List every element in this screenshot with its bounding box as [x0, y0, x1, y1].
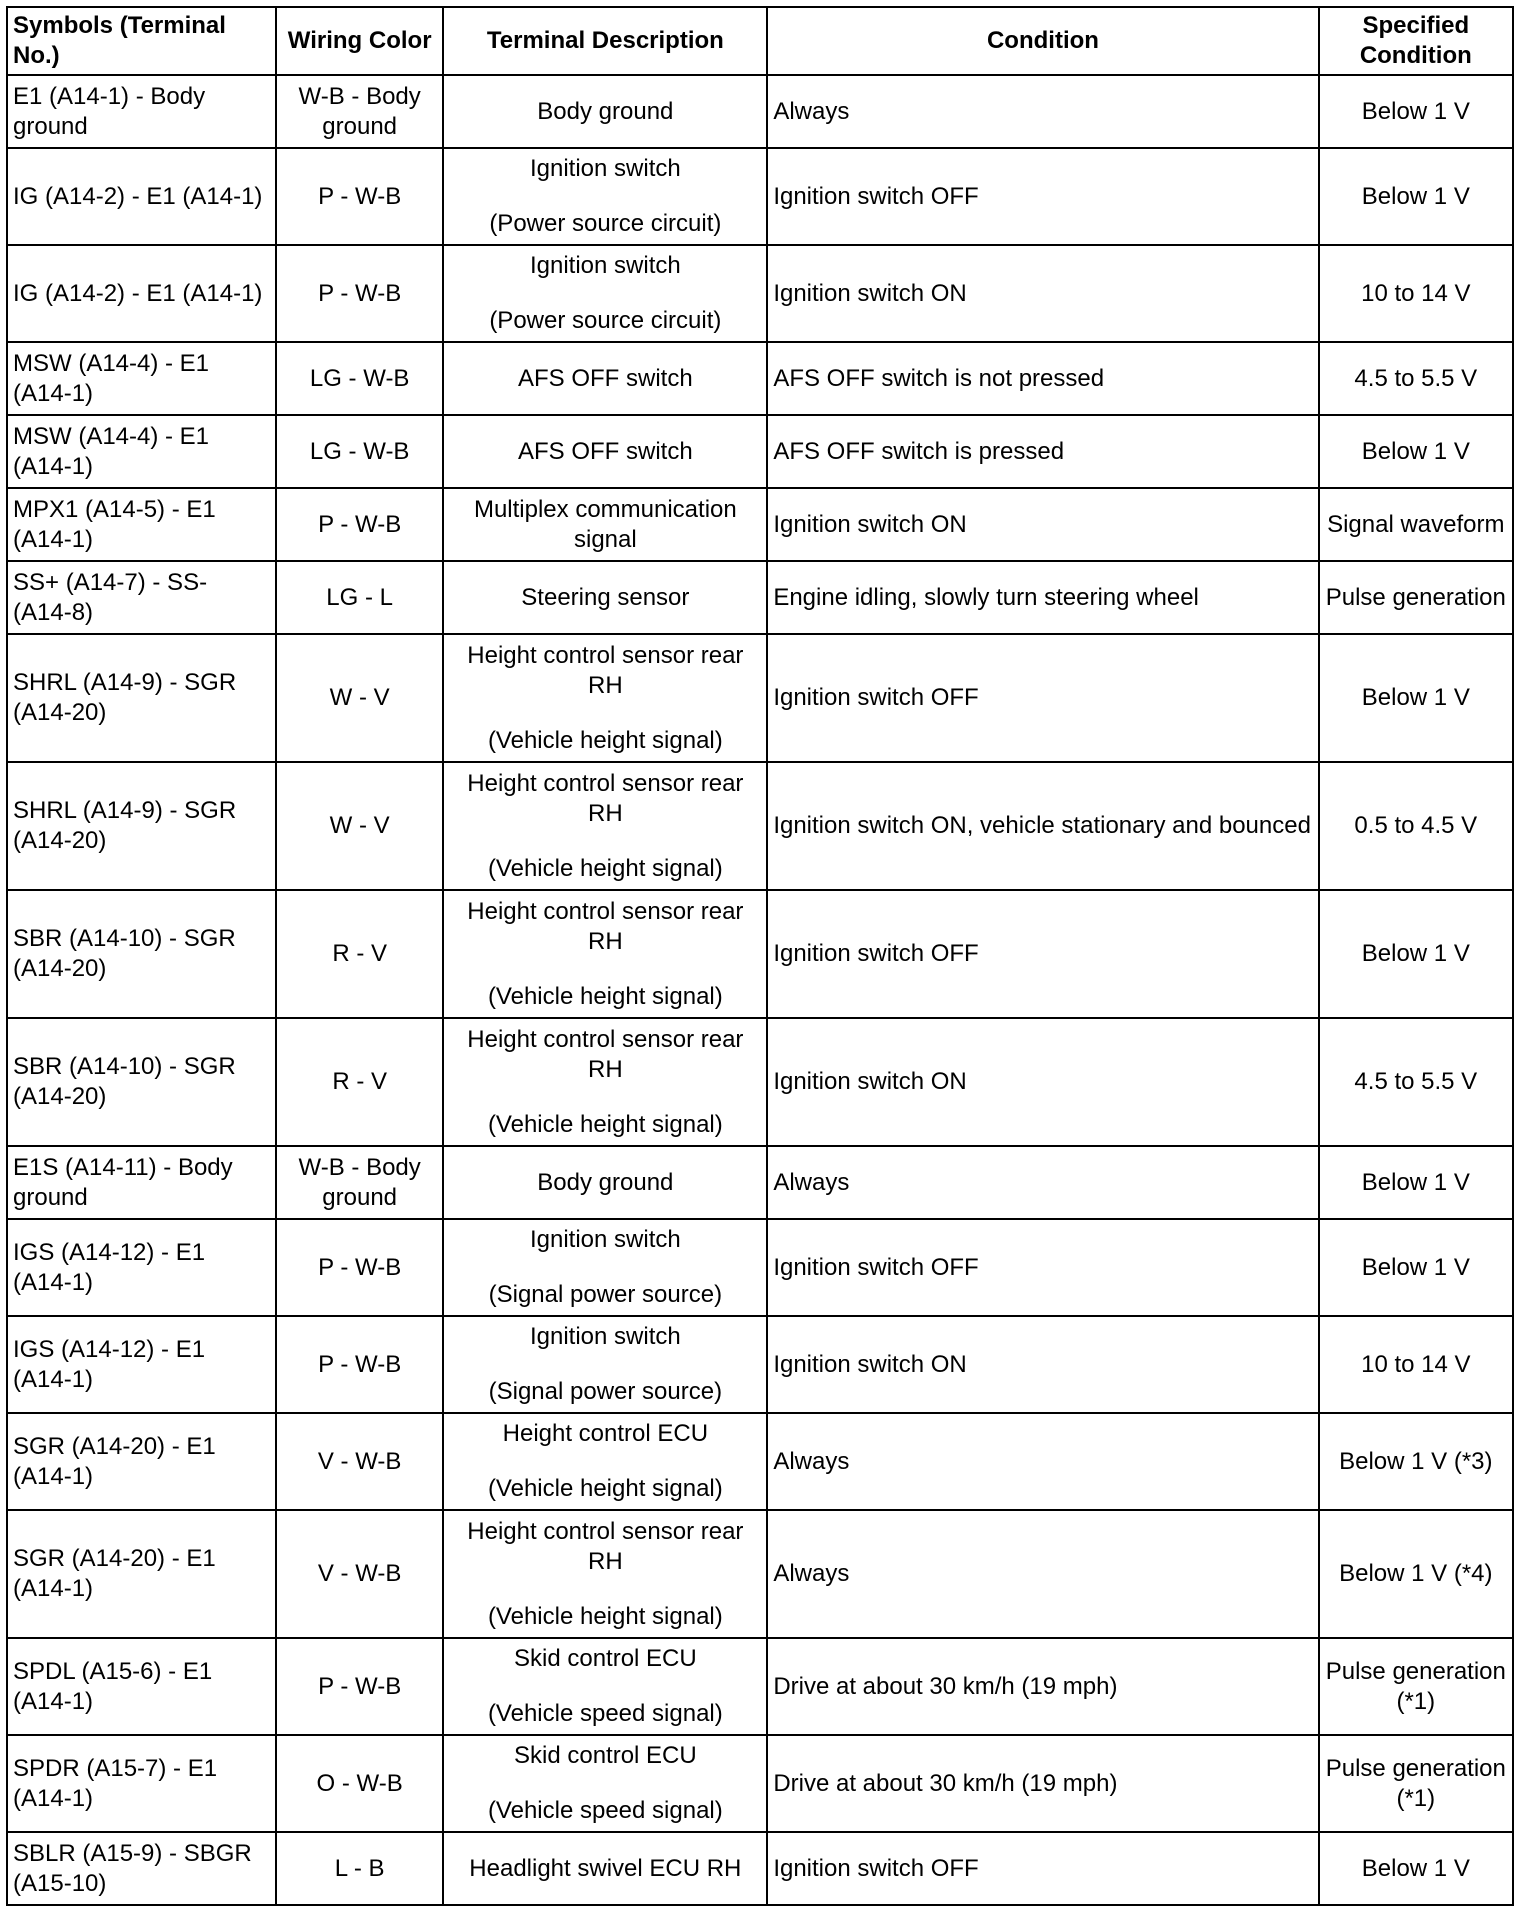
cell-symbol: SHRL (A14-9) - SGR (A14-20): [7, 634, 276, 762]
cell-terminal-description: [443, 1413, 767, 1510]
description-gap: [449, 1771, 761, 1796]
cell-wiring-color: W - V: [276, 762, 443, 890]
cell-terminal-description: [443, 245, 767, 342]
cell-condition: Always: [767, 1510, 1318, 1638]
cell-wiring-color: P - W-B: [276, 1219, 443, 1316]
cell-condition: Ignition switch ON: [767, 245, 1318, 342]
description-line: Height control sensor rear RH: [467, 641, 744, 699]
cell-specified-condition: Below 1 V: [1319, 415, 1513, 488]
description-line: (Vehicle height signal): [487, 726, 723, 754]
table-row: [7, 245, 1513, 342]
description-line: Height control sensor rear RH: [467, 897, 744, 955]
table-row: [7, 890, 1513, 1018]
description-gap: [449, 1449, 761, 1474]
description-line: AFS OFF switch: [518, 364, 693, 392]
table-row: [7, 1638, 1513, 1735]
cell-condition: Always: [767, 1413, 1318, 1510]
description-gap: [449, 1255, 761, 1280]
description-line: (Signal power source): [488, 1281, 723, 1308]
description-line: Skid control ECU: [513, 1742, 697, 1769]
cell-condition: Drive at about 30 km/h (19 mph): [767, 1735, 1318, 1832]
cell-condition: Drive at about 30 km/h (19 mph): [767, 1638, 1318, 1735]
table-body: [7, 75, 1513, 1905]
cell-wiring-color: W - V: [276, 634, 443, 762]
cell-condition: AFS OFF switch is pressed: [767, 415, 1318, 488]
cell-symbol: SBR (A14-10) - SGR (A14-20): [7, 1018, 276, 1146]
cell-symbol: IG (A14-2) - E1 (A14-1): [7, 245, 276, 342]
cell-symbol: SGR (A14-20) - E1 (A14-1): [7, 1413, 276, 1510]
cell-wiring-color: LG - L: [276, 561, 443, 634]
cell-specified-condition: Below 1 V (*3): [1319, 1413, 1513, 1510]
cell-terminal-description: [443, 1638, 767, 1735]
table-row: [7, 342, 1513, 415]
cell-terminal-description: [443, 1316, 767, 1413]
description-gap: [449, 281, 761, 306]
description-line: (Power source circuit): [489, 210, 722, 237]
table-row: [7, 1146, 1513, 1219]
cell-specified-condition: 0.5 to 4.5 V: [1319, 762, 1513, 890]
cell-symbol: E1 (A14-1) - Body ground: [7, 75, 276, 148]
header-condition: Condition: [767, 7, 1318, 75]
table-row: [7, 415, 1513, 488]
cell-symbol: IGS (A14-12) - E1 (A14-1): [7, 1219, 276, 1316]
terminal-table-container: [6, 6, 1514, 1906]
table-row: [7, 148, 1513, 245]
cell-specified-condition: Below 1 V: [1319, 75, 1513, 148]
description-gap: [449, 957, 761, 982]
description-gap: [449, 1577, 761, 1602]
cell-symbol: SPDL (A15-6) - E1 (A14-1): [7, 1638, 276, 1735]
description-line: (Signal power source): [488, 1378, 723, 1405]
cell-specified-condition: Below 1 V: [1319, 890, 1513, 1018]
description-line: (Vehicle height signal): [487, 854, 723, 882]
cell-specified-condition: Below 1 V: [1319, 634, 1513, 762]
table-row: [7, 488, 1513, 561]
description-line: Multiplex communication signal: [473, 495, 737, 553]
cell-terminal-description: [443, 1832, 767, 1905]
cell-specified-condition: Pulse generation (*1): [1319, 1735, 1513, 1832]
cell-symbol: SPDR (A15-7) - E1 (A14-1): [7, 1735, 276, 1832]
description-line: Ignition switch: [529, 1323, 681, 1350]
cell-symbol: SS+ (A14-7) - SS- (A14-8): [7, 561, 276, 634]
cell-wiring-color: P - W-B: [276, 1638, 443, 1735]
cell-terminal-description: [443, 1146, 767, 1219]
description-line: (Vehicle height signal): [487, 1475, 723, 1502]
cell-wiring-color: W-B - Body ground: [276, 1146, 443, 1219]
cell-wiring-color: W-B - Body ground: [276, 75, 443, 148]
cell-condition: Ignition switch ON, vehicle stationary and bounced: [767, 762, 1318, 890]
table-row: [7, 1018, 1513, 1146]
cell-specified-condition: Below 1 V: [1319, 1146, 1513, 1219]
description-line: Skid control ECU: [513, 1645, 697, 1672]
cell-specified-condition: Pulse generation: [1319, 561, 1513, 634]
description-line: Height control ECU: [502, 1420, 709, 1447]
table-row: [7, 762, 1513, 890]
table-row: [7, 75, 1513, 148]
description-line: (Vehicle height signal): [487, 982, 723, 1010]
cell-terminal-description: [443, 1018, 767, 1146]
cell-terminal-description: [443, 1510, 767, 1638]
cell-specified-condition: Below 1 V: [1319, 148, 1513, 245]
cell-wiring-color: V - W-B: [276, 1510, 443, 1638]
cell-condition: Always: [767, 75, 1318, 148]
cell-symbol: SBR (A14-10) - SGR (A14-20): [7, 890, 276, 1018]
cell-terminal-description: [443, 75, 767, 148]
description-line: AFS OFF switch: [518, 437, 693, 465]
cell-terminal-description: [443, 1219, 767, 1316]
description-line: (Power source circuit): [489, 307, 722, 334]
description-gap: [449, 184, 761, 209]
cell-wiring-color: L - B: [276, 1832, 443, 1905]
cell-condition: Ignition switch ON: [767, 488, 1318, 561]
cell-condition: Ignition switch ON: [767, 1018, 1318, 1146]
terminal-spec-table: [6, 6, 1514, 1906]
table-row: [7, 1219, 1513, 1316]
header-row: [7, 7, 1513, 75]
cell-specified-condition: Below 1 V (*4): [1319, 1510, 1513, 1638]
cell-wiring-color: P - W-B: [276, 488, 443, 561]
description-line: Height control sensor rear RH: [467, 1517, 744, 1575]
table-row: [7, 561, 1513, 634]
cell-terminal-description: [443, 890, 767, 1018]
description-line: Body ground: [537, 97, 674, 125]
header-symbols: Symbols (Terminal No.): [7, 7, 276, 75]
cell-symbol: SGR (A14-20) - E1 (A14-1): [7, 1510, 276, 1638]
description-gap: [449, 1352, 761, 1377]
cell-condition: Ignition switch OFF: [767, 1219, 1318, 1316]
description-line: Steering sensor: [521, 583, 690, 611]
cell-symbol: MSW (A14-4) - E1 (A14-1): [7, 342, 276, 415]
table-row: [7, 634, 1513, 762]
cell-condition: AFS OFF switch is not pressed: [767, 342, 1318, 415]
cell-symbol: MPX1 (A14-5) - E1 (A14-1): [7, 488, 276, 561]
cell-specified-condition: 4.5 to 5.5 V: [1319, 1018, 1513, 1146]
header-wiring-color: Wiring Color: [276, 7, 443, 75]
cell-symbol: SBLR (A15-9) - SBGR (A15-10): [7, 1832, 276, 1905]
description-gap: [449, 701, 761, 726]
table-row: [7, 1316, 1513, 1413]
cell-wiring-color: R - V: [276, 1018, 443, 1146]
cell-symbol: IG (A14-2) - E1 (A14-1): [7, 148, 276, 245]
cell-specified-condition: Pulse generation (*1): [1319, 1638, 1513, 1735]
cell-wiring-color: LG - W-B: [276, 342, 443, 415]
cell-condition: Ignition switch OFF: [767, 1832, 1318, 1905]
cell-wiring-color: P - W-B: [276, 1316, 443, 1413]
cell-wiring-color: O - W-B: [276, 1735, 443, 1832]
cell-wiring-color: V - W-B: [276, 1413, 443, 1510]
cell-terminal-description: [443, 415, 767, 488]
cell-specified-condition: Below 1 V: [1319, 1219, 1513, 1316]
cell-condition: Ignition switch OFF: [767, 890, 1318, 1018]
cell-symbol: SHRL (A14-9) - SGR (A14-20): [7, 762, 276, 890]
description-line: Ignition switch: [529, 1226, 681, 1253]
description-line: Headlight swivel ECU RH: [469, 1854, 742, 1882]
cell-specified-condition: 10 to 14 V: [1319, 1316, 1513, 1413]
header-specified-condition: Specified Condition: [1319, 7, 1513, 75]
cell-condition: Ignition switch OFF: [767, 634, 1318, 762]
description-gap: [449, 1085, 761, 1110]
cell-condition: Engine idling, slowly turn steering wheel: [767, 561, 1318, 634]
cell-terminal-description: [443, 148, 767, 245]
description-line: Height control sensor rear RH: [467, 769, 744, 827]
description-line: Ignition switch: [529, 155, 681, 182]
cell-wiring-color: P - W-B: [276, 148, 443, 245]
cell-condition: Ignition switch ON: [767, 1316, 1318, 1413]
cell-specified-condition: Below 1 V: [1319, 1832, 1513, 1905]
cell-specified-condition: 4.5 to 5.5 V: [1319, 342, 1513, 415]
description-line: Body ground: [537, 1168, 674, 1196]
cell-terminal-description: [443, 488, 767, 561]
table-header: [7, 7, 1513, 75]
cell-condition: Always: [767, 1146, 1318, 1219]
description-line: Ignition switch: [529, 252, 681, 279]
cell-terminal-description: [443, 1735, 767, 1832]
table-row: [7, 1735, 1513, 1832]
cell-wiring-color: LG - W-B: [276, 415, 443, 488]
table-row: [7, 1510, 1513, 1638]
cell-symbol: MSW (A14-4) - E1 (A14-1): [7, 415, 276, 488]
cell-terminal-description: [443, 762, 767, 890]
header-terminal-description: Terminal Description: [443, 7, 767, 75]
cell-specified-condition: 10 to 14 V: [1319, 245, 1513, 342]
table-row: [7, 1832, 1513, 1905]
cell-condition: Ignition switch OFF: [767, 148, 1318, 245]
cell-terminal-description: [443, 561, 767, 634]
cell-symbol: E1S (A14-11) - Body ground: [7, 1146, 276, 1219]
cell-wiring-color: P - W-B: [276, 245, 443, 342]
description-line: (Vehicle speed signal): [487, 1700, 723, 1727]
table-row: [7, 1413, 1513, 1510]
cell-terminal-description: [443, 634, 767, 762]
description-gap: [449, 1674, 761, 1699]
description-line: (Vehicle height signal): [487, 1602, 723, 1630]
cell-wiring-color: R - V: [276, 890, 443, 1018]
description-gap: [449, 829, 761, 854]
cell-specified-condition: Signal waveform: [1319, 488, 1513, 561]
cell-symbol: IGS (A14-12) - E1 (A14-1): [7, 1316, 276, 1413]
cell-terminal-description: [443, 342, 767, 415]
description-line: Height control sensor rear RH: [467, 1025, 744, 1083]
description-line: (Vehicle speed signal): [487, 1797, 723, 1824]
description-line: (Vehicle height signal): [487, 1110, 723, 1138]
